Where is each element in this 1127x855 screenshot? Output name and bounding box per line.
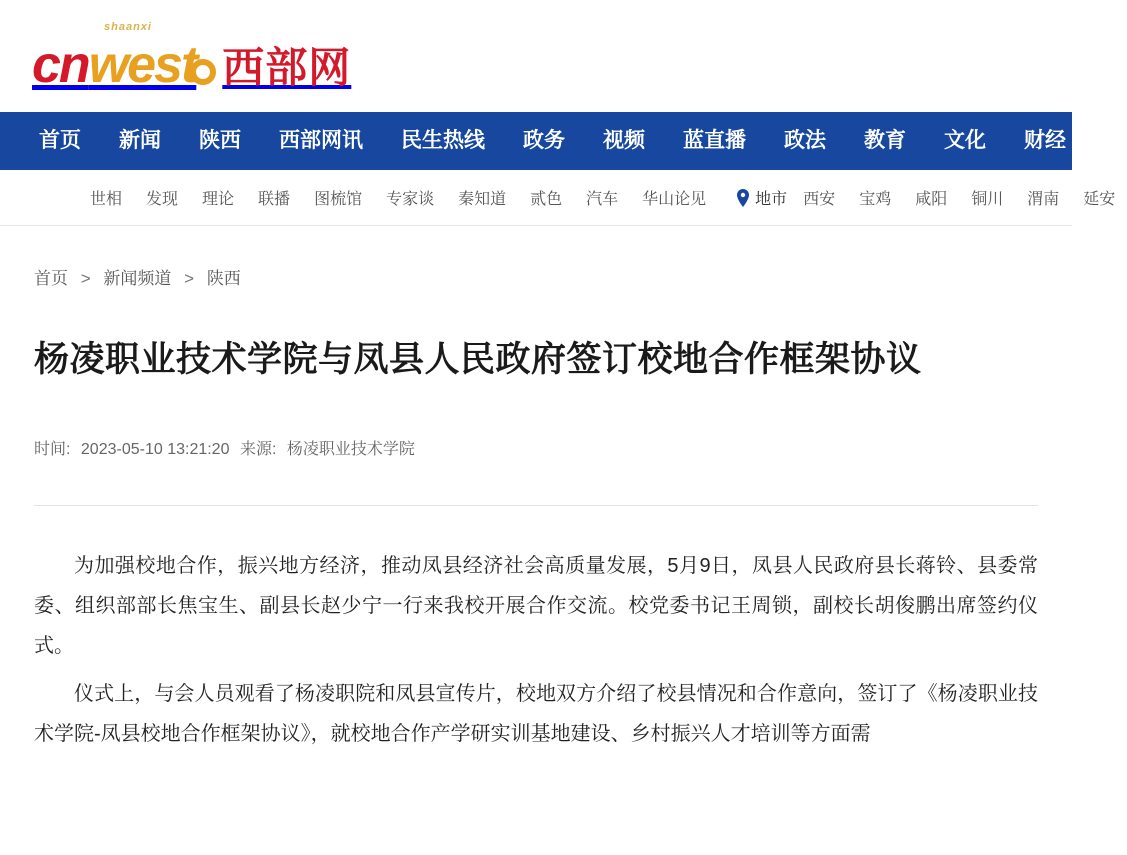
breadcrumb-separator: > — [184, 269, 195, 288]
nav-item-minsheng-hotline[interactable]: 民生热线 — [401, 129, 485, 152]
breadcrumb-separator: > — [80, 269, 91, 288]
city-item-tongchuan[interactable]: 铜川 — [971, 191, 1004, 208]
logo-chinese-name: 西部网 — [222, 44, 352, 91]
nav-item-home[interactable]: 首页 — [39, 129, 81, 152]
breadcrumb-item-home[interactable]: 首页 — [34, 269, 68, 288]
nav-item-video[interactable]: 视频 — [603, 129, 645, 152]
nav-item-live[interactable]: 蓝直播 — [683, 129, 746, 152]
subnav-item-zhuanjiatan[interactable]: 专家谈 — [386, 191, 435, 208]
subnav-item-lilun[interactable]: 理论 — [202, 191, 235, 208]
primary-navigation — [0, 112, 1072, 170]
subnav-item-tushuguan[interactable]: 图梳馆 — [314, 191, 363, 208]
subnav-item-faxian[interactable]: 发现 — [146, 191, 179, 208]
nav-item-culture[interactable]: 文化 — [944, 129, 986, 152]
logo-west-text: west — [88, 36, 197, 94]
article-body — [34, 506, 1038, 754]
subnav-item-lianbo[interactable]: 联播 — [258, 191, 291, 208]
page-content — [0, 226, 1072, 754]
subnav-item-qinzhidao[interactable]: 秦知道 — [458, 191, 507, 208]
nav-item-shaanxi[interactable]: 陕西 — [199, 129, 241, 152]
subnav-item-shixiang[interactable]: 世相 — [90, 191, 123, 208]
nav-item-finance[interactable]: 财经 — [1024, 129, 1066, 152]
site-logo[interactable] — [32, 21, 352, 94]
breadcrumb — [34, 226, 1038, 323]
logo-superscript-text: shaanxi — [104, 21, 152, 33]
nav-item-news[interactable]: 新闻 — [119, 129, 161, 152]
site-header — [0, 0, 1072, 112]
nav-item-xibuwangxun[interactable]: 西部网讯 — [279, 129, 363, 152]
location-pin-icon — [736, 189, 750, 207]
meta-source-value: 杨凌职业技术学院 — [286, 441, 415, 458]
city-selector[interactable] — [736, 186, 787, 209]
meta-time-label: 时间: — [34, 441, 71, 458]
city-item-baoji[interactable]: 宝鸡 — [859, 191, 892, 208]
secondary-navigation — [0, 170, 1116, 226]
city-item-xian[interactable]: 西安 — [803, 191, 836, 208]
city-item-xianyang[interactable]: 咸阳 — [915, 191, 948, 208]
subnav-item-erse[interactable]: 贰色 — [530, 191, 563, 208]
breadcrumb-item-news-channel[interactable]: 新闻频道 — [103, 269, 172, 288]
meta-time-value: 2023-05-10 13:21:20 — [80, 441, 230, 458]
logo-cn-text: cn — [32, 36, 89, 94]
breadcrumb-item-shaanxi[interactable]: 陕西 — [206, 269, 241, 288]
subnav-item-huashanlunjian[interactable]: 华山论见 — [642, 191, 707, 208]
page-title: 杨凌职业技术学院与凤县人民政府签订校地合作框架协议 — [34, 340, 922, 379]
article-meta — [34, 436, 1038, 506]
meta-source-label: 来源: — [239, 441, 277, 458]
city-item-weinan[interactable]: 渭南 — [1027, 191, 1060, 208]
nav-item-education[interactable]: 教育 — [864, 129, 906, 152]
article-paragraph: 为加强校地合作，振兴地方经济，推动凤县经济社会高质量发展，5月9日，凤县人民政府县长蒋铃、县委常委、组织部部长焦宝生、副县长赵少宁一行来我校开展合作交流。校党委书记王周锁，副校长胡俊鹏出席签约仪式。 — [34, 555, 1038, 657]
city-selector-label: 地市 — [755, 191, 788, 208]
logo-ring-icon — [190, 59, 216, 85]
city-item-yanan[interactable]: 延安 — [1083, 191, 1116, 208]
article-paragraph: 仪式上，与会人员观看了杨凌职院和凤县宣传片，校地双方介绍了校县情况和合作意向，签订了《杨凌职业技术学院-凤县校地合作框架协议》，就校地合作产学研实训基地建设、乡村振兴人才培训等方面需 — [34, 683, 1038, 745]
nav-item-zhengfa[interactable]: 政法 — [784, 129, 826, 152]
subnav-item-qiche[interactable]: 汽车 — [586, 191, 619, 208]
nav-item-government[interactable]: 政务 — [523, 129, 565, 152]
